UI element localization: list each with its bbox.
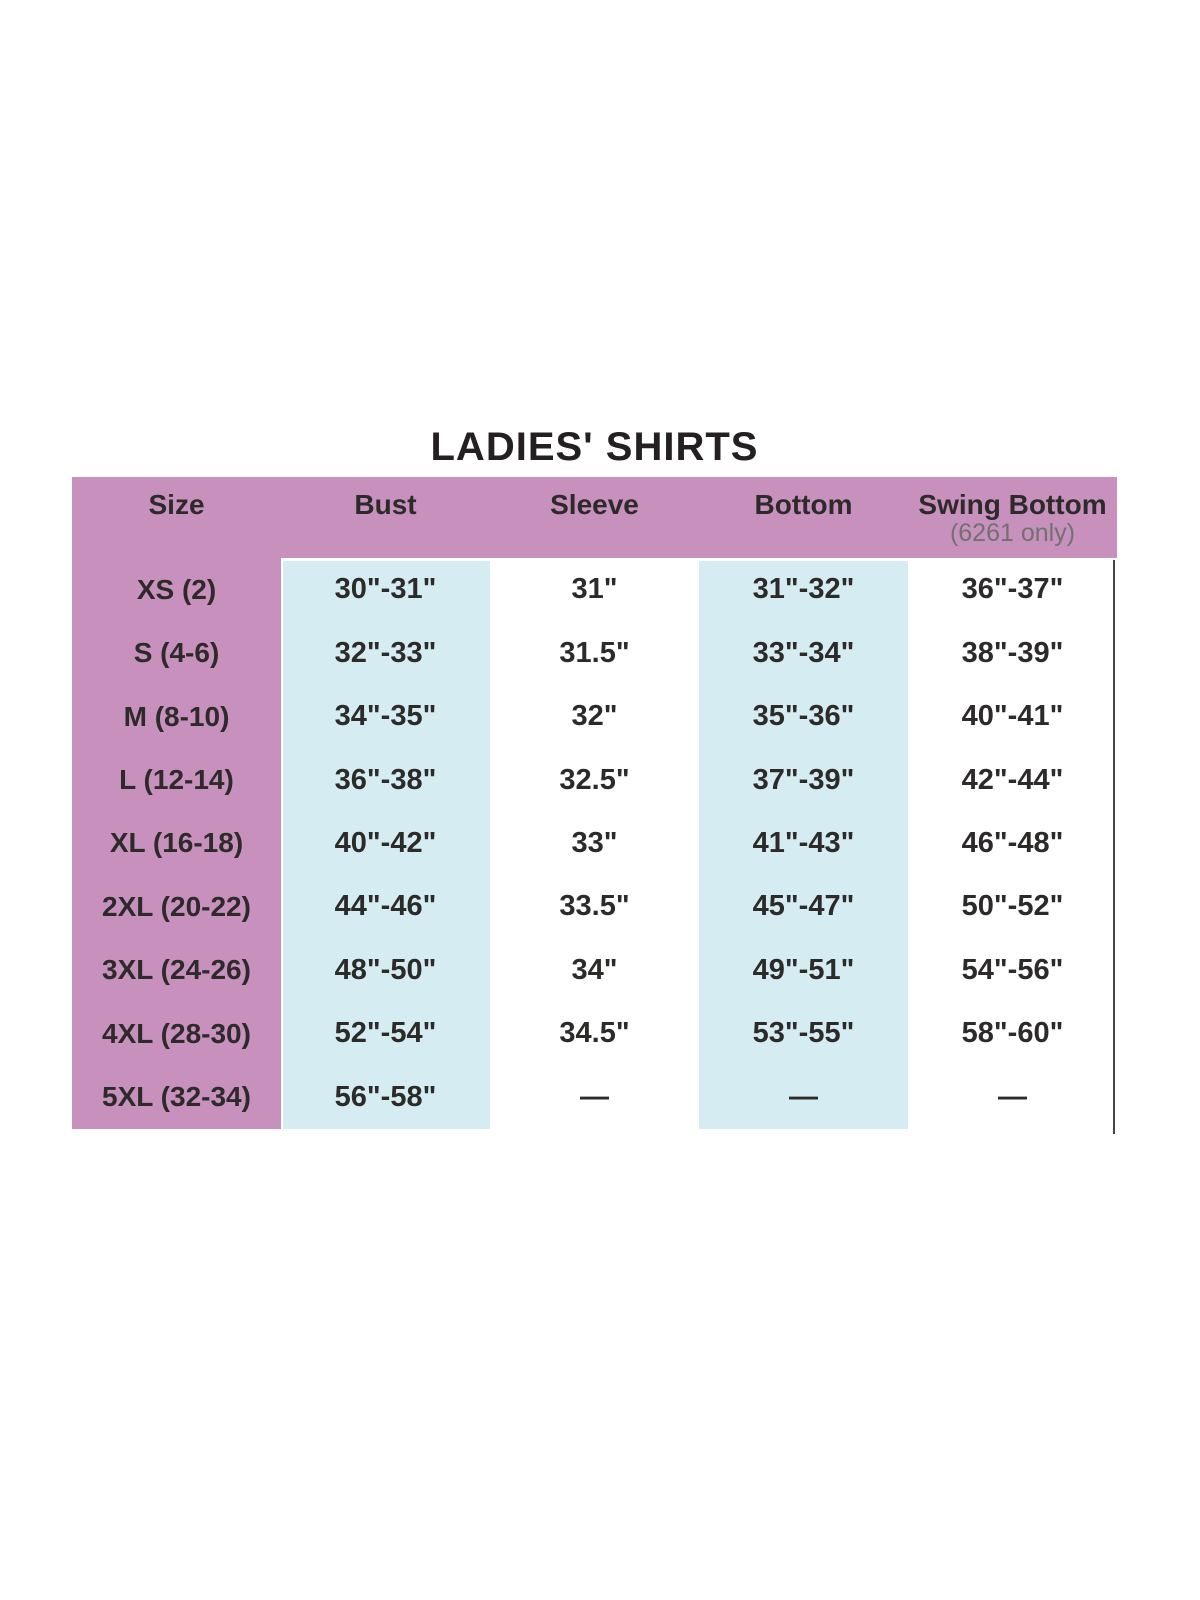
bottom-cell: 49"-51" [752,953,855,986]
header-size-label: Size [148,489,205,520]
bust-cell: 56"-58" [334,1080,437,1113]
page-title: LADIES' SHIRTS [430,425,759,469]
bottom-cell: 41"-43" [752,826,855,859]
size-cell: 4XL (28-30) [102,1017,251,1049]
bust-cell: 30"-31" [334,573,437,606]
bust-cell: 48"-50" [334,953,437,986]
sleeve-cell: 32.5" [559,763,630,796]
table-row [72,875,1117,938]
table-row [72,1002,1117,1065]
bottom-cell: 53"-55" [752,1017,855,1050]
sleeve-cell: 31" [571,573,618,606]
sleeve-cell: 33.5" [559,890,630,923]
header-swing-bottom-label: Swing Bottom [918,489,1107,520]
table-row [72,748,1117,811]
swing-bottom-cell: 36"-37" [961,573,1064,606]
bottom-cell: — [789,1080,818,1113]
header-swing-bottom [908,477,1117,558]
table-row [72,812,1117,875]
table-row [72,1066,1117,1129]
swing-bottom-cell: 54"-56" [961,953,1064,986]
sleeve-cell: 31.5" [559,636,630,669]
swing-bottom-cell: 58"-60" [961,1017,1064,1050]
swing-bottom-cell: 38"-39" [961,636,1064,669]
size-cell: S (4-6) [133,637,220,669]
header-bottom-label: Bottom [754,489,853,520]
bottom-cell: 31"-32" [752,573,855,606]
bust-cell: 40"-42" [334,826,437,859]
table-row [72,558,1117,621]
swing-bottom-cell: 46"-48" [961,826,1064,859]
sleeve-cell: 34" [571,953,618,986]
table-header-row [72,477,1117,558]
bottom-cell: 37"-39" [752,763,855,796]
sleeve-cell: 34.5" [559,1017,630,1050]
sleeve-cell: 33" [571,826,618,859]
table-rows [72,558,1117,1129]
table-row [72,939,1117,1002]
bottom-cell: 33"-34" [752,636,855,669]
size-cell: 5XL (32-34) [102,1081,251,1113]
header-sleeve-label: Sleeve [550,489,639,520]
header-bottom [699,477,908,558]
header-bust [281,477,490,558]
sleeve-cell: 32" [571,700,618,733]
swing-bottom-cell: — [998,1080,1027,1113]
size-cell: 3XL (24-26) [102,954,251,986]
header-swing-bottom-note: (6261 only) [949,519,1076,547]
bust-cell: 44"-46" [334,890,437,923]
swing-bottom-cell: 40"-41" [961,700,1064,733]
table-row [72,621,1117,684]
size-cell: XS (2) [136,573,217,605]
size-chart-table [72,477,1117,1129]
sleeve-cell: — [580,1080,609,1113]
size-cell: XL (16-18) [109,827,244,859]
size-cell: M (8-10) [123,700,230,732]
table-body [72,558,1117,1129]
header-bust-label: Bust [354,489,417,520]
bust-cell: 34"-35" [334,700,437,733]
swing-bottom-cell: 42"-44" [961,763,1064,796]
table-row [72,685,1117,748]
bottom-cell: 45"-47" [752,890,855,923]
header-size [72,477,281,558]
bust-cell: 36"-38" [334,763,437,796]
swing-bottom-cell: 50"-52" [961,890,1064,923]
bust-cell: 32"-33" [334,636,437,669]
header-sleeve [490,477,699,558]
size-cell: L (12-14) [119,764,234,796]
bust-cell: 52"-54" [334,1017,437,1050]
bottom-cell: 35"-36" [752,700,855,733]
size-cell: 2XL (20-22) [102,890,251,922]
